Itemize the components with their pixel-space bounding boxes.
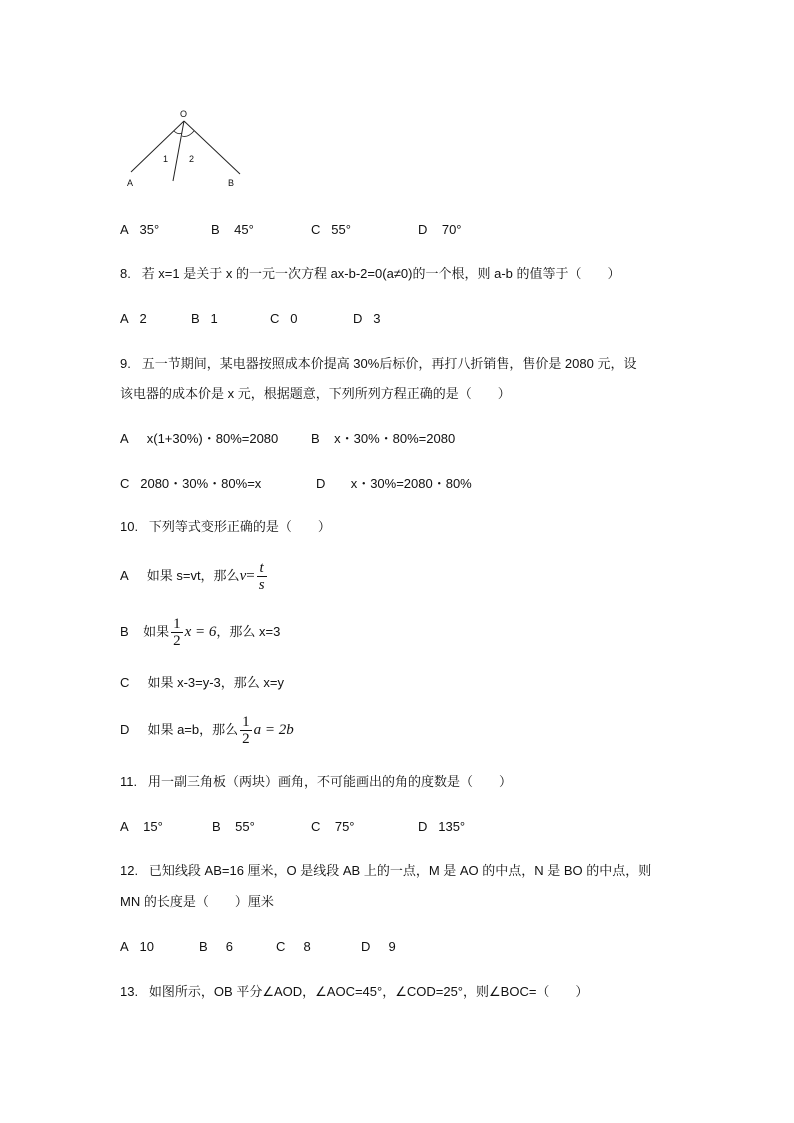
fraction-one-half: $\frac{1}{2}$ [173, 615, 181, 649]
q10-stem: 10. 下列等式变形正确的是（ ） [120, 519, 331, 534]
q8-option-d: D 3 [353, 311, 381, 326]
q10-option-c: C 如果 x-3=y-3，那么 x=y [120, 675, 284, 690]
q7-option-d: D 70° [418, 222, 462, 237]
q9-option-a: A x(1+30%)・80%=2080 [120, 431, 279, 446]
angle-figure [118, 104, 248, 194]
q9-option-c: C 2080・30%・80%=x [120, 476, 262, 491]
q12-stem-line2: MN 的长度是（ ）厘米 [120, 894, 274, 909]
ray-ob [184, 121, 240, 174]
q8-stem: 8. 若 x=1 是关于 x 的一元一次方程 ax-b-2=0(a≠0)的一个根，则 a-b 的值等于（ ） [120, 266, 621, 281]
q11-stem: 11. 用一副三角板（两块）画角，不可能画出的角的度数是（ ） [120, 774, 512, 789]
label-angle-1: 1 [163, 154, 169, 164]
label-b: B [228, 178, 235, 188]
fraction-one-half-d: $\frac{1}{2}$ [242, 713, 250, 747]
q9-option-b: B x・30%・80%=2080 [311, 431, 456, 446]
q12-option-d: D 9 [361, 939, 396, 954]
q12-option-a: A 10 [120, 939, 154, 954]
q8-option-c: C 0 [270, 311, 298, 326]
q11-option-b: B 55° [212, 819, 255, 834]
q12-option-b: B 6 [199, 939, 233, 954]
q7-option-a: A 35° [120, 222, 160, 237]
q10-option-d: D 如果 a=b，那么 $\frac{1}{2}$ a = 2b [120, 713, 294, 747]
label-angle-2: 2 [189, 154, 195, 164]
fraction-t-over-s: $\frac{t}{s}$ [258, 559, 265, 593]
angle-arc-1 [174, 131, 182, 134]
q12-option-c: C 8 [276, 939, 311, 954]
q8-option-b: B 1 [191, 311, 218, 326]
label-o: O [180, 109, 188, 119]
q11-option-d: D 135° [418, 819, 466, 834]
q10-option-a: A 如果 s=vt，那么 v = $\frac{t}{s}$ [120, 559, 265, 593]
q8-option-a: A 2 [120, 311, 147, 326]
q9-stem-line2: 该电器的成本价是 x 元，根据题意，下列所列方程正确的是（ ） [120, 386, 511, 401]
q12-stem-line1: 12. 已知线段 AB=16 厘米，O 是线段 AB 上的一点，M 是 AO 的中点，N 是 BO 的中点，则 [120, 863, 652, 878]
q10-option-b: B 如果 $\frac{1}{2}$ x = 6 ，那么 x=3 [120, 615, 281, 649]
q7-option-c: C 55° [311, 222, 351, 237]
q9-stem-line1: 9. 五一节期间，某电器按照成本价提高 30%后标价，再打八折销售，售价是 2080 元，设 [120, 356, 637, 371]
q11-option-a: A 15° [120, 819, 163, 834]
q7-option-b: B 45° [211, 222, 254, 237]
q13-stem: 13. 如图所示，OB 平分∠AOD，∠AOC=45°，∠COD=25°，则∠BOC=（ ） [120, 984, 589, 999]
angle-arc-2 [182, 131, 194, 136]
q11-option-c: C 75° [311, 819, 355, 834]
label-a: A [127, 178, 134, 188]
q9-option-d: D x・30%=2080・80% [316, 476, 472, 491]
